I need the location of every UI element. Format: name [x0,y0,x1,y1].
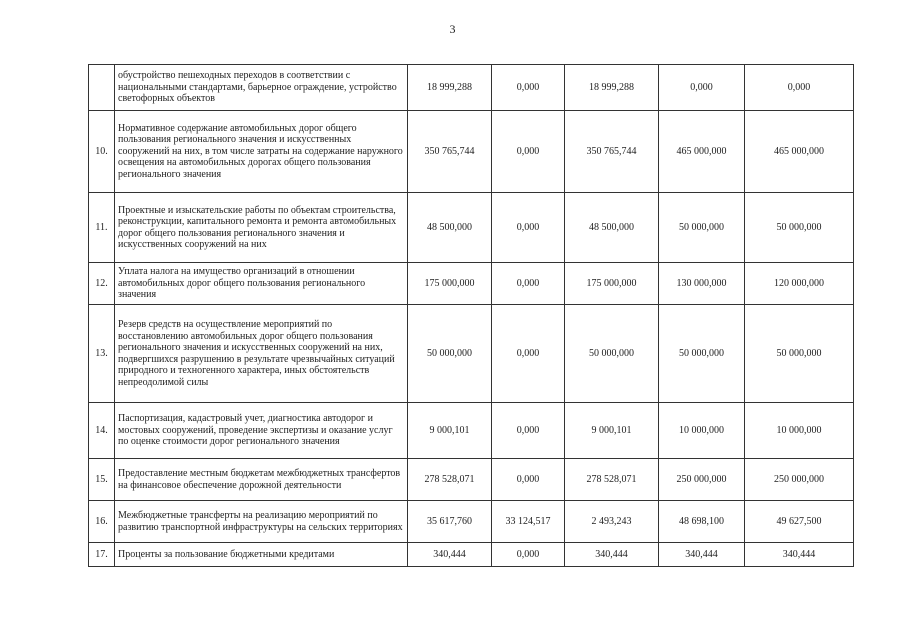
table-row [89,305,854,403]
row-number: 12. [89,263,115,305]
value-cell: 49 627,500 [745,501,854,543]
row-number: 15. [89,459,115,501]
value-cell: 48 500,000 [565,193,659,263]
value-cell: 0,000 [492,111,565,193]
row-description: Уплата налога на имущество организаций в отношении автомобильных дорог общего пользования регионального значения [115,263,408,305]
table-row [89,543,854,567]
table-row [89,193,854,263]
table-row [89,501,854,543]
row-number: 10. [89,111,115,193]
value-cell: 0,000 [745,65,854,111]
row-description: Предоставление местным бюджетам межбюджетных трансфертов на финансовое обеспечение дорожной деятельности [115,459,408,501]
row-number [89,65,115,111]
table-row [89,111,854,193]
row-description: Проектные и изыскательские работы по объектам строительства, реконструкции, капитального ремонта и ремонта автомобильных дорог общего пользования регионального значения и искусственных сооружений на них [115,193,408,263]
value-cell: 50 000,000 [408,305,492,403]
value-cell: 0,000 [659,65,745,111]
value-cell: 48 500,000 [408,193,492,263]
row-description: Межбюджетные трансферты на реализацию мероприятий по развитию транспортной инфраструктуры на сельских территориях [115,501,408,543]
value-cell: 250 000,000 [659,459,745,501]
value-cell: 50 000,000 [565,305,659,403]
value-cell: 130 000,000 [659,263,745,305]
table-row [89,459,854,501]
value-cell: 10 000,000 [659,403,745,459]
value-cell: 340,444 [745,543,854,567]
value-cell: 0,000 [492,403,565,459]
table-row [89,403,854,459]
value-cell: 18 999,288 [565,65,659,111]
value-cell: 0,000 [492,193,565,263]
value-cell: 50 000,000 [659,193,745,263]
value-cell: 340,444 [659,543,745,567]
value-cell: 278 528,071 [408,459,492,501]
row-number: 17. [89,543,115,567]
value-cell: 50 000,000 [659,305,745,403]
budget-table [88,64,854,567]
table-row [89,263,854,305]
value-cell: 33 124,517 [492,501,565,543]
value-cell: 340,444 [408,543,492,567]
value-cell: 0,000 [492,263,565,305]
value-cell: 0,000 [492,65,565,111]
value-cell: 278 528,071 [565,459,659,501]
page-number: 3 [449,22,456,36]
value-cell: 50 000,000 [745,305,854,403]
value-cell: 0,000 [492,543,565,567]
value-cell: 0,000 [492,305,565,403]
value-cell: 350 765,744 [565,111,659,193]
value-cell: 35 617,760 [408,501,492,543]
value-cell: 250 000,000 [745,459,854,501]
value-cell: 50 000,000 [745,193,854,263]
row-description: обустройство пешеходных переходов в соответствии с национальными стандартами, барьерное ограждение, устройство светофорных объектов [115,65,408,111]
row-description: Резерв средств на осуществление мероприятий по восстановлению автомобильных дорог общего пользования регионального значения и искусственных сооружений на них, подвергшихся разрушению в результате чрезвычайных ситуаций природного и техногенного характера, иных обстоятельств непреодолимой силы [115,305,408,403]
value-cell: 175 000,000 [408,263,492,305]
row-number: 16. [89,501,115,543]
value-cell: 0,000 [492,459,565,501]
row-number: 14. [89,403,115,459]
table-row [89,65,854,111]
row-description: Нормативное содержание автомобильных дорог общего пользования регионального значения и искусственных сооружений на них, в том числе затраты на содержание наружного освещения на автомобильных дорогах общего пользования регионального значения [115,111,408,193]
value-cell: 350 765,744 [408,111,492,193]
row-number: 13. [89,305,115,403]
value-cell: 340,444 [565,543,659,567]
value-cell: 465 000,000 [745,111,854,193]
value-cell: 120 000,000 [745,263,854,305]
value-cell: 10 000,000 [745,403,854,459]
value-cell: 465 000,000 [659,111,745,193]
value-cell: 48 698,100 [659,501,745,543]
row-number: 11. [89,193,115,263]
value-cell: 9 000,101 [408,403,492,459]
value-cell: 2 493,243 [565,501,659,543]
value-cell: 18 999,288 [408,65,492,111]
value-cell: 9 000,101 [565,403,659,459]
row-description: Паспортизация, кадастровый учет, диагностика автодорог и мостовых сооружений, проведение экспертизы и оказание услуг по оценке стоимости дорог регионального значения [115,403,408,459]
row-description: Проценты за пользование бюджетными кредитами [115,543,408,567]
value-cell: 175 000,000 [565,263,659,305]
